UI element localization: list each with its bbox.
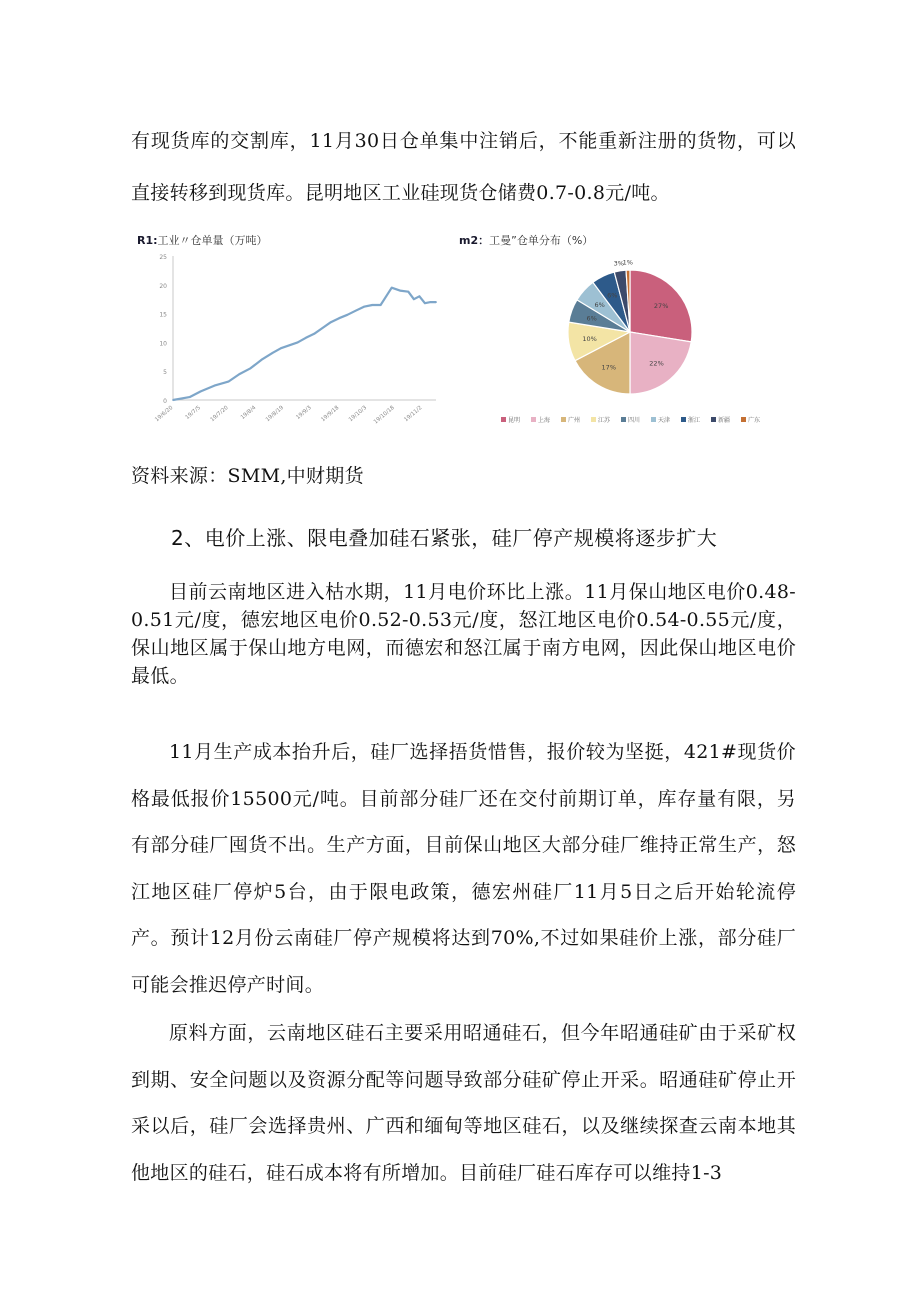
series-line	[173, 288, 436, 400]
data-point	[380, 304, 382, 306]
legend-label: 浙江	[688, 417, 701, 424]
legend-swatch	[621, 417, 626, 422]
slice-label: 1%	[622, 258, 633, 267]
paragraph-raw-material: 原料方面，云南地区硅石主要采用昭通硅石，但今年昭通硅矿由于采矿权到期、安全问题以及资源分配等问题导致部分硅矿停止开采。昭通硅矿停止开采以后，硅厂会选择贵州、广西和缅甸等地区硅石，以及继续探查云南本地其他地区的硅石，硅石成本将有所增加。目前硅厂硅石库存可以维持1-3	[131, 1022, 796, 1184]
paragraph-warehouse: 有现货库的交割库，11月30日仓单集中注销后，不能重新注册的货物，可以直接转移到现货库。昆明地区工业硅现货仓储费0.7-0.8元/吨。	[131, 130, 796, 204]
x-tick-label: 19/7/5	[184, 404, 202, 421]
slice-label: 22%	[649, 359, 664, 368]
data-point	[338, 317, 340, 319]
data-point	[391, 287, 393, 289]
source-note: 资料来源：SMM,中财期货	[131, 465, 364, 487]
slice-label: 17%	[601, 363, 617, 372]
legend-swatch	[681, 417, 686, 422]
data-point	[280, 347, 282, 349]
data-point	[227, 381, 229, 383]
x-tick-label: 19/9/3	[295, 404, 313, 421]
x-tick-label: 19/7/20	[209, 404, 230, 424]
x-tick-label: 19/10/18	[372, 404, 396, 426]
pie-chart-panel	[453, 228, 783, 438]
legend-label: 新疆	[718, 417, 731, 424]
slice-label: 6%	[594, 300, 605, 309]
data-point	[214, 385, 216, 387]
paragraph-production: 11月生产成本抬升后，硅厂选择捂货惜售，报价较为坚挺，421#现货价格最低报价15500元/吨。目前部分硅厂还在交付前期订单，库存量有限，另有部分硅厂囤货不出。生产方面，目前保山地区大部分硅厂维持正常生产，怒江地区硅厂停炉5台，由于限电政策，德宏州硅厂11月5日之后开始轮流停产。预计12月份云南硅厂停产规模将达到70%,不过如果硅价上涨，部分硅厂可能会推迟停产时间。	[131, 741, 796, 996]
legend-swatch	[531, 417, 536, 422]
x-tick-label: 19/8/4	[239, 404, 258, 421]
data-point	[355, 310, 357, 312]
y-tick-label: 10	[159, 340, 167, 348]
y-tick-label: 15	[159, 311, 167, 319]
data-point	[407, 291, 409, 293]
line-chart-title-text: 工业〃仓单量（万吨）	[157, 234, 268, 247]
pie-chart	[453, 228, 783, 438]
legend-swatch	[561, 417, 566, 422]
line-chart-title-prefix: R1:	[137, 234, 158, 247]
data-point	[189, 396, 191, 398]
slice-label: 3%	[613, 259, 624, 268]
legend-label: 上海	[538, 417, 551, 424]
data-point	[172, 399, 174, 401]
legend-swatch	[711, 417, 716, 422]
legend-swatch	[651, 417, 656, 422]
data-point	[250, 367, 252, 369]
data-point	[424, 302, 426, 304]
y-tick-label: 20	[159, 282, 167, 290]
y-tick-label: 5	[163, 369, 167, 377]
legend-swatch	[741, 417, 746, 422]
line-chart-title	[137, 232, 268, 248]
data-point	[200, 390, 202, 392]
legend-swatch	[591, 417, 596, 422]
y-tick-label: 25	[159, 254, 167, 261]
paragraph-electricity: 目前云南地区进入枯水期，11月电价环比上涨。11月保山地区电价0.48-0.51元/度，德宏地区电价0.52-0.53元/度，怒江地区电价0.54-0.55元/度，保山地区属于保山地方电网，而德宏和怒江属于南方电网，因此保山地区电价最低。	[131, 581, 796, 687]
data-point	[363, 306, 365, 308]
legend-label: 广州	[568, 417, 581, 424]
x-tick-label: 19/11/2	[403, 404, 424, 424]
legend-label: 广东	[748, 417, 761, 424]
x-tick-label: 19/10/3	[347, 404, 369, 424]
slice-label: 10%	[582, 335, 597, 344]
pie-chart-title-prefix: m2：	[459, 234, 490, 247]
legend-label: 昆明	[508, 417, 521, 424]
slice-label: 6%	[586, 314, 597, 323]
pie-chart-title-text: 工曼”仓单分布（%）	[489, 234, 594, 247]
data-point	[330, 321, 332, 323]
section-heading: 2、电价上涨、限电叠加硅石紧张，硅厂停产规模将逐步扩大	[171, 526, 718, 550]
data-point	[272, 352, 274, 354]
legend-label: 天津	[658, 417, 671, 424]
data-point	[297, 342, 299, 344]
data-point	[313, 333, 315, 335]
legend-label: 四川	[628, 417, 641, 424]
x-tick-label: 19/8/19	[264, 404, 286, 424]
data-point	[322, 327, 324, 329]
data-point	[288, 344, 290, 346]
data-point	[371, 304, 373, 306]
data-point	[430, 301, 432, 303]
slice-label: 27%	[653, 301, 669, 310]
slice-label: 6%	[607, 291, 618, 300]
data-point	[399, 290, 401, 292]
data-point	[435, 301, 437, 303]
y-tick-label: 0	[163, 398, 167, 405]
data-point	[413, 298, 415, 300]
pie-chart-title	[459, 232, 593, 248]
data-point	[347, 314, 349, 316]
data-point	[418, 295, 420, 297]
x-tick-label: 19/9/18	[320, 404, 341, 424]
line-chart	[131, 228, 441, 438]
data-point	[261, 359, 263, 361]
x-tick-label: 19/6/20	[154, 404, 175, 424]
legend-swatch	[501, 417, 506, 422]
data-point	[305, 337, 307, 339]
data-point	[239, 373, 241, 375]
legend-label: 江苏	[598, 417, 611, 424]
line-chart-panel	[131, 228, 441, 438]
